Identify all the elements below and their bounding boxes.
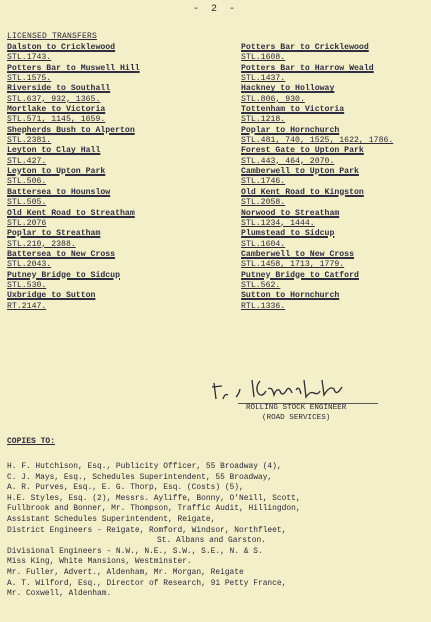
transfer-entry xyxy=(241,105,393,126)
route-label: Forest Gate to Upton Park xyxy=(241,146,364,156)
signer-title: ROLLING STOCK ENGINEER xyxy=(246,404,347,412)
route-label: Mortlake to Victoria xyxy=(7,105,106,115)
route-label: Leyton to Clay Hall xyxy=(7,146,101,156)
route-label: Battersea to New Cross xyxy=(7,249,116,259)
route-label: Uxbridge to Sutton xyxy=(7,291,96,301)
distribution-line: Fullbrook and Bonner, Mr. Thompson, Traffic Audit, Hillingdon, xyxy=(7,504,301,514)
vehicle-numbers: STL.427. xyxy=(7,156,47,166)
vehicle-numbers: STL.806, 930. xyxy=(241,94,305,104)
transfer-entry xyxy=(7,167,140,188)
transfer-entry xyxy=(241,126,393,147)
route-label: Poplar to Hornchurch xyxy=(241,125,340,135)
route-label: Riverside to Southall xyxy=(7,84,111,94)
vehicle-numbers: STL.1604. xyxy=(241,239,286,249)
route-label: Tottenham to Victoria xyxy=(241,105,345,115)
right-transfer-column xyxy=(241,43,393,312)
copies-heading: COPIES TO: xyxy=(7,437,56,446)
vehicle-numbers: STL.1458, 1713, 1779. xyxy=(241,260,345,270)
transfer-entry xyxy=(7,209,140,230)
vehicle-numbers: STL.2076 xyxy=(7,218,47,228)
transfer-entry xyxy=(7,64,140,85)
distribution-line: Mr. Fuller, Advert., Aldenham, Mr. Morgan, Reigate xyxy=(7,567,244,577)
vehicle-numbers: STL.1234, 1444. xyxy=(241,218,315,228)
route-label: Camberwell to New Cross xyxy=(241,249,355,259)
route-label: Old Kent Road to Kingston xyxy=(241,187,364,197)
vehicle-numbers: STL.530. xyxy=(7,280,47,290)
distribution-line: Mr. Coxwell, Aldenham. xyxy=(7,589,112,599)
transfer-entry xyxy=(241,209,393,230)
distribution-line: H. F. Hutchison, Esq., Publicity Officer, 55 Broadway (4), xyxy=(7,462,282,471)
route-label: Dalston to Cricklewood xyxy=(7,43,116,52)
distribution-line: C. J. Mays, Esq., Schedules Superintendent, 55 Broadway, xyxy=(7,472,273,482)
transfer-entry xyxy=(7,291,140,312)
distribution-line: Miss King, White Mansions, Westminster. xyxy=(7,557,192,567)
distribution-line: A. R. Purves, Esq., E. G. Thorp, Esq. (Costs) (5), xyxy=(7,483,244,493)
route-label: Poplar to Streatham xyxy=(7,229,101,239)
route-label: Leyton to Upton Park xyxy=(7,167,106,177)
route-label: Battersea to Hounslow xyxy=(7,187,111,197)
transfer-entry xyxy=(241,43,393,64)
vehicle-numbers: STL.1743. xyxy=(7,53,52,63)
transfer-entry xyxy=(7,43,140,64)
transfer-entry xyxy=(241,146,393,167)
transfer-entry xyxy=(7,250,140,271)
route-label: Camberwell to Upton Park xyxy=(241,167,359,177)
transfer-entry xyxy=(241,229,393,250)
vehicle-numbers: STL.1437. xyxy=(241,74,286,84)
distribution-line: H.E. Styles, Esq. (2), Messrs. Ayliffe, Bonny, O'Neill, Scott, xyxy=(7,493,301,503)
handwritten-signature xyxy=(208,375,368,405)
route-label: Potters Bar to Muswell Hill xyxy=(7,63,140,73)
transfer-entry xyxy=(241,188,393,209)
transfer-entry xyxy=(7,188,140,209)
signer-block xyxy=(246,403,346,423)
page-number: - 2 - xyxy=(192,4,238,15)
transfer-entry xyxy=(241,167,393,188)
route-label: Old Kent Road to Streatham xyxy=(7,208,135,218)
transfer-entry xyxy=(7,126,140,147)
distribution-line: Assistant Schedules Superintendent, Reigate, xyxy=(7,514,216,524)
vehicle-numbers: STL.2043. xyxy=(7,260,52,270)
route-label: Hackney to Holloway xyxy=(241,84,335,94)
vehicle-numbers: STL.1608. xyxy=(241,53,286,63)
transfer-entry xyxy=(7,146,140,167)
route-label: Norwood to Streatham xyxy=(241,208,340,218)
vehicle-numbers: RT.2147. xyxy=(7,301,47,311)
transfer-entry xyxy=(7,105,140,126)
vehicle-numbers: STL.2381. xyxy=(7,136,52,146)
signature-rule xyxy=(238,403,378,404)
distribution-line: A. T. Wilford, Esq., Director of Research, 91 Petty France, xyxy=(7,578,287,588)
route-label: Sutton to Hornchurch xyxy=(241,291,340,301)
transfer-entry xyxy=(241,84,393,105)
distribution-line: St. Albans and Garston. xyxy=(157,536,266,546)
section-heading: LICENSED TRANSFERS xyxy=(7,32,98,41)
transfer-entry xyxy=(7,271,140,292)
route-label: Putney Bridge to Catford xyxy=(241,270,359,280)
transfer-entry xyxy=(241,271,393,292)
left-transfer-column xyxy=(7,43,140,312)
vehicle-numbers: STL.506. xyxy=(7,177,47,187)
vehicle-numbers: STL.562. xyxy=(241,280,281,290)
route-label: Potters Bar to Cricklewood xyxy=(241,43,369,52)
vehicle-numbers: RTL.1336. xyxy=(241,301,286,311)
vehicle-numbers: STL.1575. xyxy=(7,74,52,84)
vehicle-numbers: STL.637, 932, 1365. xyxy=(7,94,101,104)
vehicle-numbers: STL.443, 464, 2070. xyxy=(241,156,335,166)
transfer-entry xyxy=(7,229,140,250)
transfer-entry xyxy=(241,250,393,271)
vehicle-numbers: STL.505. xyxy=(7,198,47,208)
vehicle-numbers: STL.1218. xyxy=(241,115,286,125)
vehicle-numbers: STL.2058. xyxy=(241,198,286,208)
distribution-list xyxy=(7,462,301,600)
signer-department: (ROAD SERVICES) xyxy=(261,414,331,422)
vehicle-numbers: STL.210, 2388. xyxy=(7,239,76,249)
route-label: Shepherds Bush to Alperton xyxy=(7,125,135,135)
route-label: Potters Bar to Harrow Weald xyxy=(241,63,374,73)
transfer-entry xyxy=(241,64,393,85)
vehicle-numbers: STL.1746. xyxy=(241,177,286,187)
distribution-line: District Engineers - Reigate, Romford, Windsor, Northfleet, xyxy=(7,525,287,535)
vehicle-numbers: STL.571, 1145, 1659. xyxy=(7,115,106,125)
vehicle-numbers: STL.481, 740, 1525, 1622, 1786. xyxy=(241,136,394,146)
route-label: Plumstead to Sidcup xyxy=(241,229,335,239)
distribution-line: Divisional Engineers - N.W., N.E., S.W., S.E., N. & S. xyxy=(7,546,263,556)
transfer-entry xyxy=(7,84,140,105)
transfer-entry xyxy=(241,291,393,312)
route-label: Putney Bridge to Sidcup xyxy=(7,270,121,280)
